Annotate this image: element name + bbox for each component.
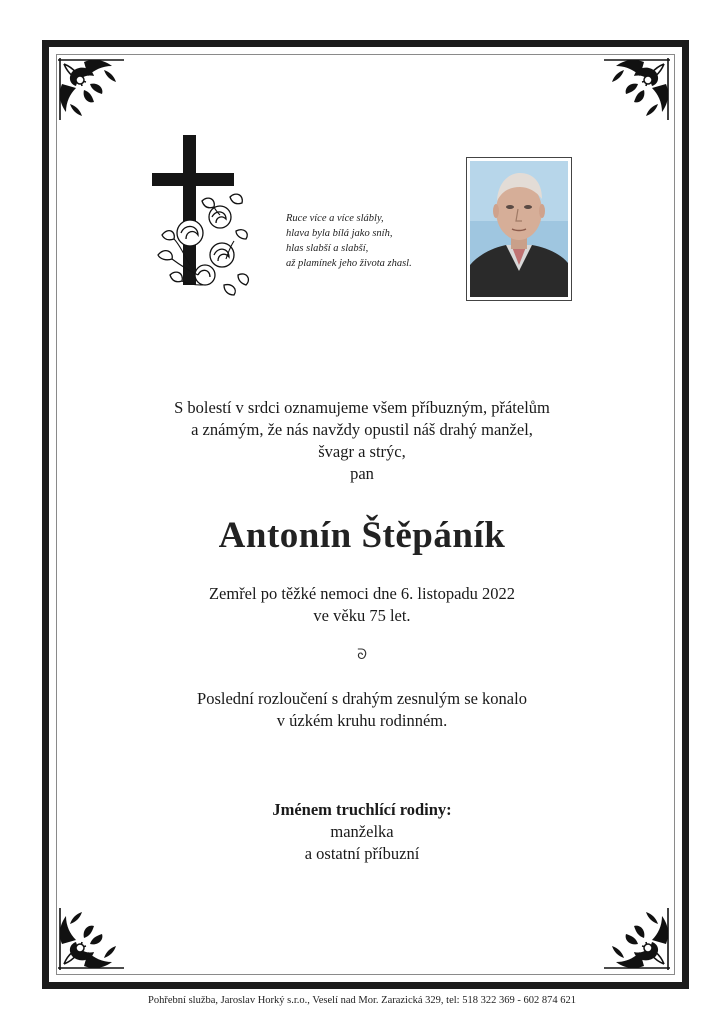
signature-line: manželka [330,822,394,841]
poem-line: Ruce více a více slábly, [286,213,384,224]
floral-corner-icon [54,54,126,126]
cross-with-roses-icon [150,135,258,300]
divider-ornament: ᘐ [357,648,367,663]
announcement-intro [0,397,724,485]
family-signature [0,799,724,865]
intro-line: pan [350,464,374,483]
intro-line: a známým, že nás navždy opustil náš drahý manžel, [191,420,533,439]
deceased-name: Antonín Štěpáník [218,515,506,556]
death-info-line: Zemřel po těžké nemoci dne 6. listopadu 2022 [208,584,516,603]
signature-title: Jménem truchlící rodiny: [272,800,452,819]
poem [286,211,466,271]
floral-corner-icon [602,54,674,126]
farewell-line: v úzkém kruhu rodinném. [276,711,448,730]
poem-line: až plamínek jeho života zhasl. [286,258,412,269]
death-info [0,583,724,627]
signature-line: a ostatní příbuzní [304,844,420,863]
funeral-service-footer: Pohřební služba, Jaroslav Horký s.r.o., Veselí nad Mor. Zarazická 329, tel: 518 322 369 - 602 874 621 [148,995,576,1006]
poem-line: hlas slabší a slabší, [286,243,369,254]
intro-line: švagr a strýc, [318,442,406,461]
floral-corner-icon [54,902,126,974]
portrait-photo [466,157,572,301]
farewell-info [0,688,724,732]
farewell-line: Poslední rozloučení s drahým zesnulým se konalo [197,689,527,708]
death-info-line: ve věku 75 let. [313,606,411,625]
poem-line: hlava byla bílá jako sníh, [286,228,393,239]
intro-line: S bolestí v srdci oznamujeme všem příbuzným, přátelům [174,398,550,417]
floral-corner-icon [602,902,674,974]
